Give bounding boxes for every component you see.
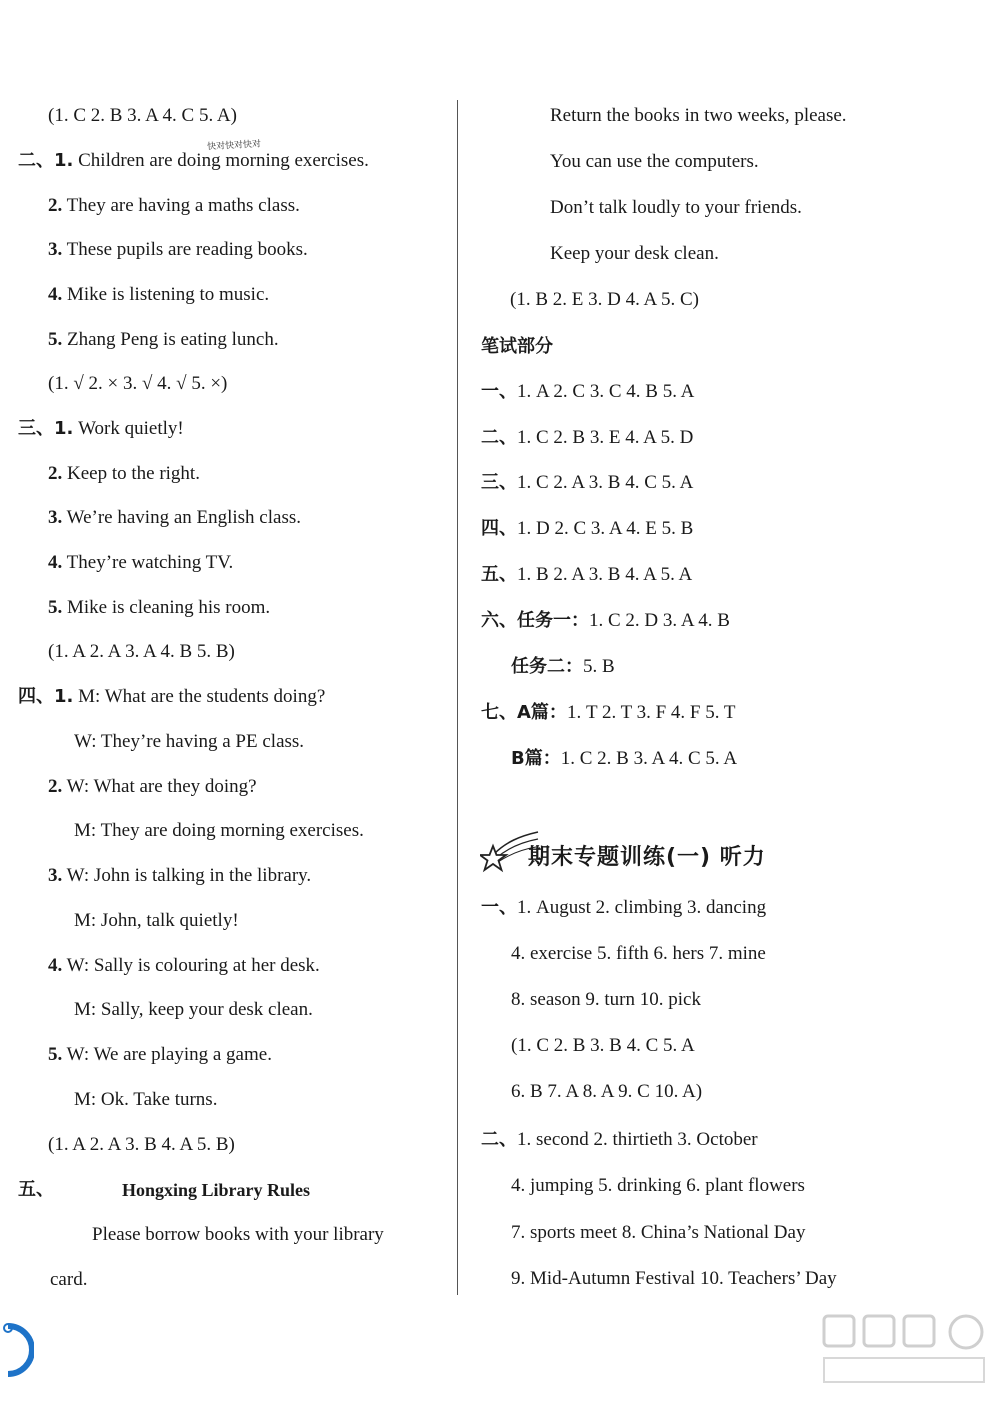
answer-row: (1. A 2. A 3. B 4. A 5. B) [48,1134,235,1155]
answer-row: 8. season 9. turn 10. pick [511,989,701,1010]
passage-text: You can use the computers. [550,151,759,172]
section-heading: 笔试部分 [481,336,553,357]
answer-row: 一、1. August 2. climbing 3. dancing [481,897,767,918]
answer-row: 4. W: Sally is colouring at her desk. [48,955,320,976]
passage-text: Don’t talk loudly to your friends. [550,197,802,218]
answer-row: (1. A 2. A 3. A 4. B 5. B) [48,641,235,662]
passage-text: Please borrow books with your library [92,1224,384,1245]
answer-row: 2. Keep to the right. [48,463,200,484]
answer-row: 3. These pupils are reading books. [48,239,308,260]
answer-row: 2. W: What are they doing? [48,776,257,797]
column-divider [457,100,458,1295]
section-title-text: 期末专题训练(一) 听力 [528,845,766,870]
answer-row: (1. C 2. B 3. A 4. C 5. A) [48,105,237,126]
page-corner-decoration-icon [0,1318,34,1380]
answer-row: 五、1. B 2. A 3. B 4. A 5. A [481,564,693,585]
answer-row: 五、 [18,1179,54,1200]
answer-row: M: John, talk quietly! [74,910,239,931]
answer-row: 二、1. C 2. B 3. E 4. A 5. D [481,427,694,448]
answer-row: 3. W: John is talking in the library. [48,865,312,886]
answer-row: W: They’re having a PE class. [74,731,305,752]
answer-row: 2. They are having a maths class. [48,195,300,216]
answer-row: 4. jumping 5. drinking 6. plant flowers [511,1175,805,1196]
watermark-stamp: 快对快对快对 [206,139,262,153]
unit-section-title [480,830,860,878]
answer-row: 六、任务一：1. C 2. D 3. A 4. B [481,610,730,631]
answer-row: 4. Mike is listening to music. [48,284,270,305]
answer-row: 任务二：5. B [511,656,615,677]
passage-text: Return the books in two weeks, please. [550,105,847,126]
answer-row: 四、1. M: What are the students doing? [18,686,326,707]
site-watermark-logo-icon [820,1312,990,1392]
answer-row: 6. B 7. A 8. A 9. C 10. A) [511,1081,703,1102]
passage-title: Hongxing Library Rules [122,1180,311,1200]
answer-row: 9. Mid-Autumn Festival 10. Teachers’ Day [511,1268,837,1289]
answer-row: M: They are doing morning exercises. [74,820,364,841]
answer-row: 二、1. second 2. thirtieth 3. October [481,1129,758,1150]
answer-row: (1. √ 2. × 3. √ 4. √ 5. ×) [48,373,228,394]
answer-row: 5. Mike is cleaning his room. [48,597,271,618]
answer-row: 3. We’re having an English class. [48,507,301,528]
answer-row: 一、1. A 2. C 3. C 4. B 5. A [481,381,695,402]
answer-row: 4. exercise 5. fifth 6. hers 7. mine [511,943,766,964]
answer-row: 7. sports meet 8. China’s National Day [511,1222,806,1243]
answer-row: 四、1. D 2. C 3. A 4. E 5. B [481,518,694,539]
answer-row: 三、1. C 2. A 3. B 4. C 5. A [481,472,694,493]
passage-text: Keep your desk clean. [550,243,719,264]
answer-row: (1. B 2. E 3. D 4. A 5. C) [510,289,699,310]
answer-row: M: Sally, keep your desk clean. [74,999,313,1020]
answer-row: 七、A篇：1. T 2. T 3. F 4. F 5. T [481,702,736,723]
answer-row: M: Ok. Take turns. [74,1089,218,1110]
answer-row: 5. W: We are playing a game. [48,1044,272,1065]
answer-row: 二、1. Children are doing morning exercises. [18,150,369,171]
answer-row: 三、1. Work quietly! [18,418,184,439]
answer-row: 5. Zhang Peng is eating lunch. [48,329,279,350]
answer-row: (1. C 2. B 3. B 4. C 5. A [511,1035,695,1056]
answer-row: B篇：1. C 2. B 3. A 4. C 5. A [511,748,738,769]
answer-row: 4. They’re watching TV. [48,552,234,573]
passage-text: card. [50,1269,88,1290]
